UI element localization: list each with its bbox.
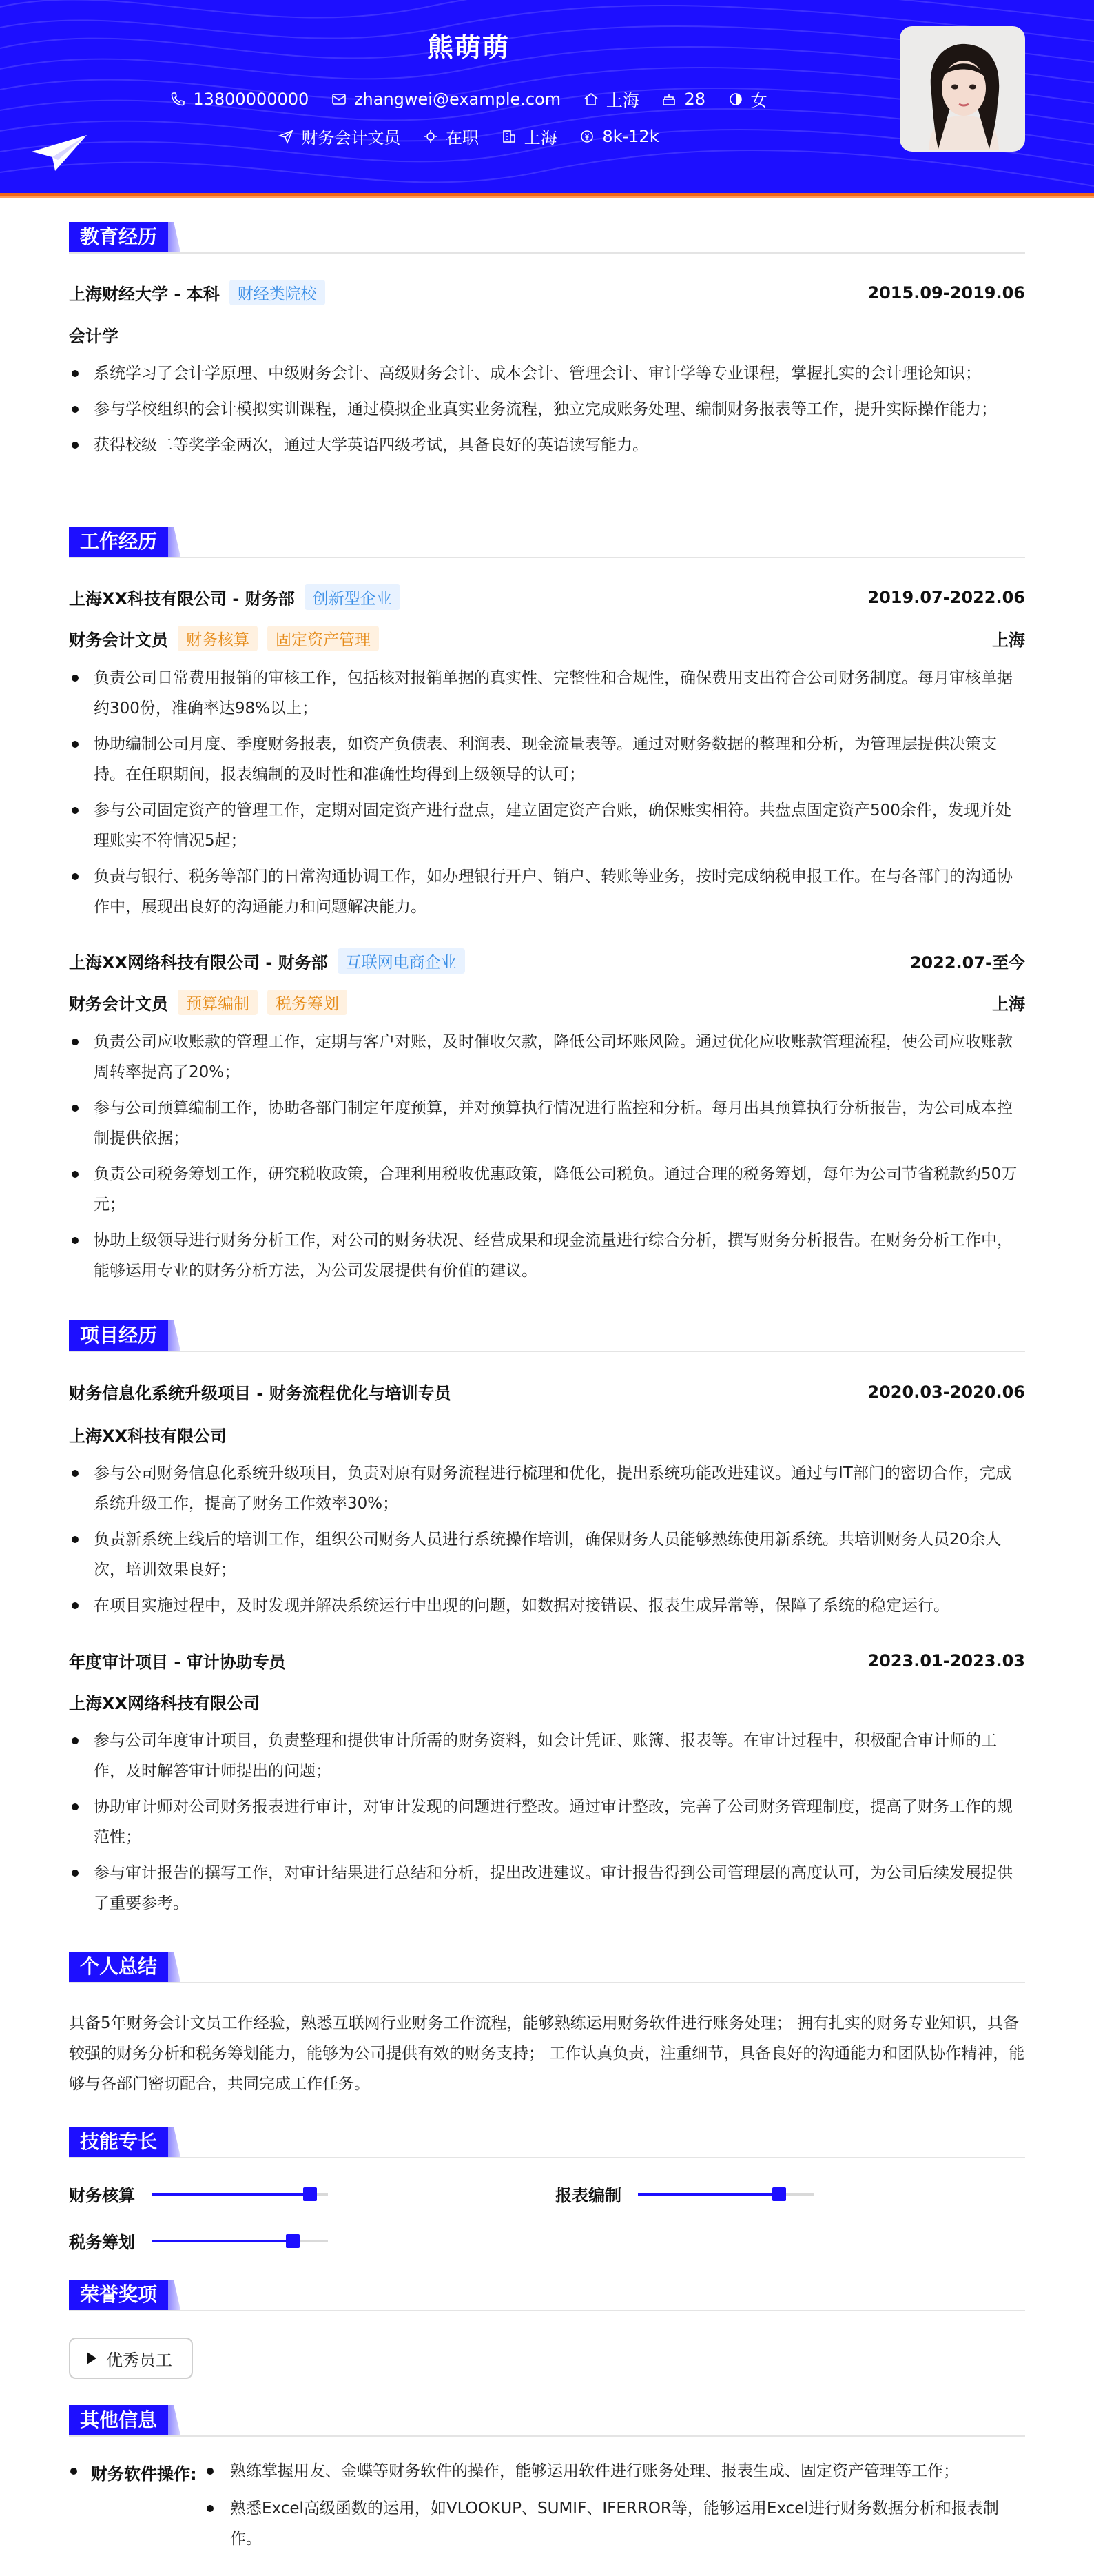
city-item xyxy=(501,124,557,148)
skill-item xyxy=(69,2229,328,2253)
city-text: 上海 xyxy=(524,128,557,147)
section-skills xyxy=(69,2127,1025,2158)
project-bullets xyxy=(69,1458,1026,1621)
skill-track xyxy=(638,2193,814,2196)
skill-item xyxy=(69,2182,328,2206)
section-work xyxy=(69,527,1025,558)
gender-text: 女 xyxy=(750,91,767,110)
salary-text: 8k-12k xyxy=(602,126,659,146)
company-name: 上海XX科技有限公司 - 财务部 xyxy=(69,589,295,609)
job-title-text: 财务会计文员 xyxy=(301,128,401,147)
job-bullets xyxy=(69,663,1026,922)
list-item: 熟悉Excel高级函数的运用，如VLOOKUP、SUMIF、IFERROR等，能够运用Excel进行财务数据分析和报表制作。 xyxy=(204,2493,1026,2554)
list-item: 系统学习了会计学原理、中级财务会计、高级财务会计、成本会计、管理会计、审计学等专业课程，掌握扎实的会计理论知识； xyxy=(69,358,1026,389)
list-item: 参与公司预算编制工作，协助各部门制定年度预算，并对预算执行情况进行监控和分析。每月出具预算执行分析报告，为公司成本控制提供依据； xyxy=(69,1093,1026,1154)
section-title: 其他信息 xyxy=(69,2405,168,2435)
skill-fill xyxy=(152,2240,293,2242)
section-projects xyxy=(69,1320,1025,1352)
skill-name: 财务核算 xyxy=(69,2186,135,2205)
list-item: 获得校级二等奖学金两次，通过大学英语四级考试，具备良好的英语读写能力。 xyxy=(69,430,1026,460)
email-text: zhangwei@example.com xyxy=(353,89,561,109)
section-title: 个人总结 xyxy=(69,1952,168,1982)
status-icon xyxy=(422,128,439,145)
gender-icon xyxy=(727,91,744,108)
list-item: 参与公司固定资产的管理工作，定期对固定资产进行盘点，建立固定资产台账，确保账实相符。共盘点固定资产500余件，发现并处理账实不符情况5起； xyxy=(69,795,1026,856)
project-name: 财务信息化系统升级项目 - 财务流程优化与培训专员 xyxy=(69,1384,451,1403)
project-bullets xyxy=(69,1726,1026,1919)
list-item: 熟练掌握用友、金蝶等财务软件的操作，能够运用软件进行账务处理、报表生成、固定资产管理等工作； xyxy=(204,2456,1026,2486)
phone-text: 13800000000 xyxy=(193,89,309,109)
section-divider xyxy=(69,1351,1025,1352)
section-summary xyxy=(69,1952,1025,1983)
list-item: 参与审计报告的撰写工作，对审计结果进行总结和分析，提出改进建议。审计报告得到公司管理层的高度认可，为公司后续发展提供了重要参考。 xyxy=(69,1858,1026,1919)
education-period: 2015.09-2019.06 xyxy=(867,283,1025,303)
job-period: 2019.07-2022.06 xyxy=(867,587,1025,607)
header-accent-bar xyxy=(0,193,1094,198)
skill-track xyxy=(152,2193,328,2196)
other-bullets xyxy=(204,2456,1026,2561)
job-city: 上海 xyxy=(992,631,1025,650)
project-company: 上海XX科技有限公司 xyxy=(69,1427,227,1446)
location-item xyxy=(583,87,639,111)
project-company: 上海XX网络科技有限公司 xyxy=(69,1694,260,1713)
skill-name: 税务筹划 xyxy=(69,2233,135,2252)
section-divider xyxy=(69,2310,1025,2311)
job-header xyxy=(69,948,1025,974)
job-period: 2022.07-至今 xyxy=(909,953,1025,972)
section-education xyxy=(69,222,1025,254)
section-divider xyxy=(69,252,1025,254)
candidate-name: 熊萌萌 xyxy=(426,32,510,63)
skill-knob xyxy=(286,2234,300,2248)
list-item: 在项目实施过程中，及时发现并解决系统运行中出现的问题，如数据对接错误、报表生成异常等，保障了系统的稳定运行。 xyxy=(69,1591,1026,1621)
list-item: 负责公司税务筹划工作，研究税收政策，合理利用税收优惠政策，降低公司税负。通过合理的税务筹划，每年为公司节省税款约50万元； xyxy=(69,1159,1026,1220)
job-header xyxy=(69,584,1025,610)
project-header xyxy=(69,1380,1025,1404)
resume-header xyxy=(0,0,1094,193)
status-item xyxy=(422,124,479,148)
honor-item xyxy=(69,2338,193,2379)
role-tag: 财务核算 xyxy=(178,626,258,651)
section-title: 项目经历 xyxy=(69,1320,168,1351)
honor-name: 优秀员工 xyxy=(106,2350,172,2370)
project-header xyxy=(69,1648,1025,1673)
major: 会计学 xyxy=(69,327,118,346)
job-role-row xyxy=(69,990,1025,1015)
job-city: 上海 xyxy=(992,994,1025,1014)
list-item: 负责公司日常费用报销的审核工作，包括核对报销单据的真实性、完整性和合规性，确保费用支出符合公司财务制度。每月审核单据约300份，准确率达98%以上； xyxy=(69,663,1026,724)
job-role-row xyxy=(69,626,1025,651)
salary-item xyxy=(579,127,659,146)
school-tag: 财经类院校 xyxy=(229,280,325,305)
school-name: 上海财经大学 - 本科 xyxy=(69,285,220,304)
job-title-item xyxy=(278,124,400,148)
list-item: 负责与银行、税务等部门的日常沟通协调工作，如办理银行开户、销户、转账等业务，按时完成纳税申报工作。在与各部门的沟通协作中，展现出良好的沟通能力和问题解决能力。 xyxy=(69,861,1026,922)
home-icon xyxy=(583,91,599,108)
play-icon xyxy=(87,2352,96,2364)
project-name: 年度审计项目 - 审计协助专员 xyxy=(69,1653,286,1672)
section-divider xyxy=(69,2157,1025,2158)
section-divider xyxy=(69,1982,1025,1983)
job-intent-row xyxy=(0,124,937,149)
role-tag: 税务筹划 xyxy=(267,990,347,1015)
email-icon xyxy=(331,91,347,108)
gender-item xyxy=(727,87,767,111)
skill-knob xyxy=(772,2187,786,2201)
skill-fill xyxy=(152,2193,310,2196)
salary-icon xyxy=(579,128,595,145)
age-item xyxy=(661,90,705,109)
list-item: 协助上级领导进行财务分析工作，对公司的财务状况、经营成果和现金流量进行综合分析，撰写财务分析报告。在财务分析工作中，能够运用专业的财务分析方法，为公司发展提供有价值的建议。 xyxy=(69,1225,1026,1286)
contact-row xyxy=(0,87,937,112)
section-title: 技能专长 xyxy=(69,2127,168,2157)
job-role: 财务会计文员 xyxy=(69,994,168,1014)
skill-knob xyxy=(303,2187,317,2201)
company-tag: 创新型企业 xyxy=(305,584,400,610)
age-text: 28 xyxy=(684,89,705,109)
summary-text: 具备5年财务会计文员工作经验，熟悉互联网行业财务工作流程，能够熟练运用财务软件进行账务处理； 拥有扎实的财务专业知识，具备较强的财务分析和税务筹划能力，能够为公司提供有效的财务支持； 工作认真负责，注重细节，具备良好的沟通能力和团队协作精神，能够与各部门密切配合，共同完成工作任务。 xyxy=(69,2014,1025,2093)
list-item: 参与学校组织的会计模拟实训课程，通过模拟企业真实业务流程，独立完成账务处理、编制财务报表等工作，提升实际操作能力； xyxy=(69,394,1026,425)
location-text: 上海 xyxy=(606,91,639,110)
list-item: 负责新系统上线后的培训工作，组织公司财务人员进行系统操作培训，确保财务人员能够熟练使用新系统。共培训财务人员20余人次，培训效果良好； xyxy=(69,1524,1026,1585)
list-item: 参与公司年度审计项目，负责整理和提供审计所需的财务资料，如会计凭证、账簿、报表等。在审计过程中，积极配合审计师的工作，及时解答审计师提出的问题； xyxy=(69,1726,1026,1786)
section-title: 荣誉奖项 xyxy=(69,2280,168,2310)
job-bullets xyxy=(69,1027,1026,1286)
skill-name: 报表编制 xyxy=(555,2186,621,2205)
education-header xyxy=(69,280,1025,305)
list-item: 负责公司应收账款的管理工作，定期与客户对账，及时催收欠款，降低公司坏账风险。通过优化应收账款管理流程，使公司应收账款周转率提高了20%； xyxy=(69,1027,1026,1087)
send-icon xyxy=(278,128,294,145)
section-divider xyxy=(69,2435,1025,2437)
avatar xyxy=(900,26,1025,152)
section-other xyxy=(69,2405,1025,2437)
role-tag: 固定资产管理 xyxy=(267,626,379,651)
building-icon xyxy=(501,128,517,145)
section-divider xyxy=(69,557,1025,558)
email-item xyxy=(331,90,561,109)
role-tag: 预算编制 xyxy=(178,990,258,1015)
education-bullets xyxy=(69,358,1026,460)
company-tag: 互联网电商企业 xyxy=(338,948,465,974)
project-period: 2020.03-2020.06 xyxy=(867,1382,1025,1402)
skill-fill xyxy=(638,2193,779,2196)
section-title: 教育经历 xyxy=(69,222,168,252)
status-text: 在职 xyxy=(446,128,479,147)
phone-icon xyxy=(169,91,186,108)
project-period: 2023.01-2023.03 xyxy=(867,1650,1025,1670)
job-role: 财务会计文员 xyxy=(69,631,168,650)
skill-item xyxy=(555,2182,814,2206)
list-item: 协助编制公司月度、季度财务报表，如资产负债表、利润表、现金流量表等。通过对财务数据的整理和分析，为管理层提供决策支持。在任职期间，报表编制的及时性和准确性均得到上级领导的认可； xyxy=(69,729,1026,790)
list-item: 协助审计师对公司财务报表进行审计，对审计发现的问题进行整改。通过审计整改，完善了公司财务管理制度，提高了财务工作的规范性； xyxy=(69,1792,1026,1852)
section-honors xyxy=(69,2280,1025,2311)
skill-track xyxy=(152,2240,328,2242)
phone-item xyxy=(169,90,309,109)
company-name: 上海XX网络科技有限公司 - 财务部 xyxy=(69,953,328,972)
cake-icon xyxy=(661,91,677,108)
list-item: 参与公司财务信息化系统升级项目，负责对原有财务流程进行梳理和优化，提出系统功能改进建议。通过与IT部门的密切合作，完成系统升级工作，提高了财务工作效率30%； xyxy=(69,1458,1026,1519)
other-label: 财务软件操作: xyxy=(69,2460,197,2484)
section-title: 工作经历 xyxy=(69,527,168,557)
